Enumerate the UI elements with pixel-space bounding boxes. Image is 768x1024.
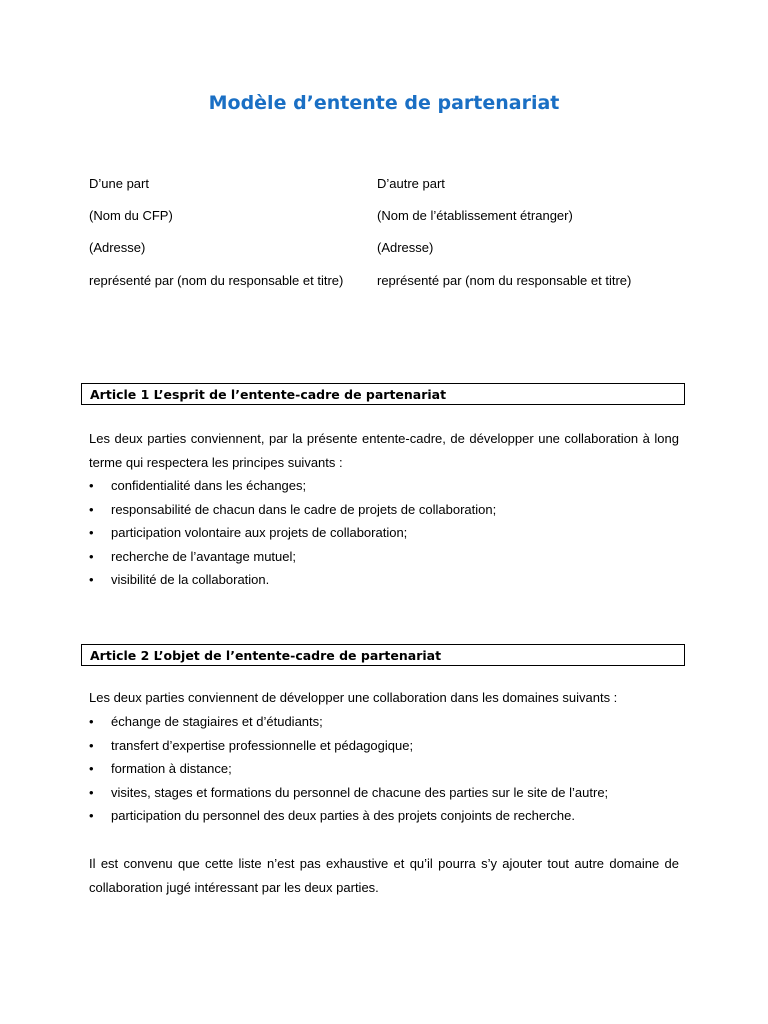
list-item: • participation volontaire aux projets de collaboration; [89,521,679,545]
article-2-heading [81,644,685,666]
party-right-name: (Nom de l’établissement étranger) [377,208,573,223]
party-right-heading: D’autre part [377,176,445,191]
article-2-closing: Il est convenu que cette liste n’est pas exhaustive et qu’il pourra s’y ajouter tout autre domaine de collaboration jugé intéressant par les deux parties. [89,856,679,895]
article-2-list [89,710,679,828]
bullet-icon: • [89,808,94,823]
list-item: • visites, stages et formations du personnel de chacune des parties sur le site de l’autre; [89,781,679,805]
list-item: • transfert d’expertise professionnelle et pédagogique; [89,734,679,758]
list-item: • échange de stagiaires et d’étudiants; [89,710,679,734]
bullet-icon: • [89,714,94,729]
party-left-address: (Adresse) [89,240,146,255]
bullet-icon: • [89,548,94,564]
bullet-icon: • [89,737,94,753]
article-1-intro: Les deux parties conviennent, par la présente entente-cadre, de développer une collaboration à long terme qui respectera les principes suivants : [89,431,679,470]
party-right-represented-by: représenté par (nom du responsable et titre) [377,273,632,288]
list-item: • confidentialité dans les échanges; [89,474,679,498]
article-2-heading-text: Article 2 L’objet de l’entente-cadre de partenariat [90,648,442,663]
list-item: • visibilité de la collaboration. [89,568,679,592]
article-1-heading [81,383,685,405]
list-item: • participation du personnel des deux parties à des projets conjoints de recherche. [89,804,679,828]
article-1-list [89,474,679,592]
bullet-icon: • [89,501,94,517]
bullet-icon: • [89,761,94,776]
document-title: Modèle d’entente de partenariat [208,92,560,114]
list-item: • formation à distance; [89,757,679,781]
list-item: • responsabilité de chacun dans le cadre de projets de collaboration; [89,498,679,522]
party-left-heading: D’une part [89,176,149,191]
bullet-icon: • [89,525,94,540]
party-left-name: (Nom du CFP) [89,208,173,223]
bullet-icon: • [89,478,94,493]
bullet-icon: • [89,572,94,587]
party-right-address: (Adresse) [377,240,434,255]
party-left-represented-by: représenté par (nom du responsable et titre) [89,273,344,288]
article-1-heading-text: Article 1 L’esprit de l’entente-cadre de partenariat [90,387,447,402]
list-item: • recherche de l’avantage mutuel; [89,545,679,569]
bullet-icon: • [89,784,94,800]
article-2-intro: Les deux parties conviennent de développer une collaboration dans les domaines suivants : [89,690,618,705]
